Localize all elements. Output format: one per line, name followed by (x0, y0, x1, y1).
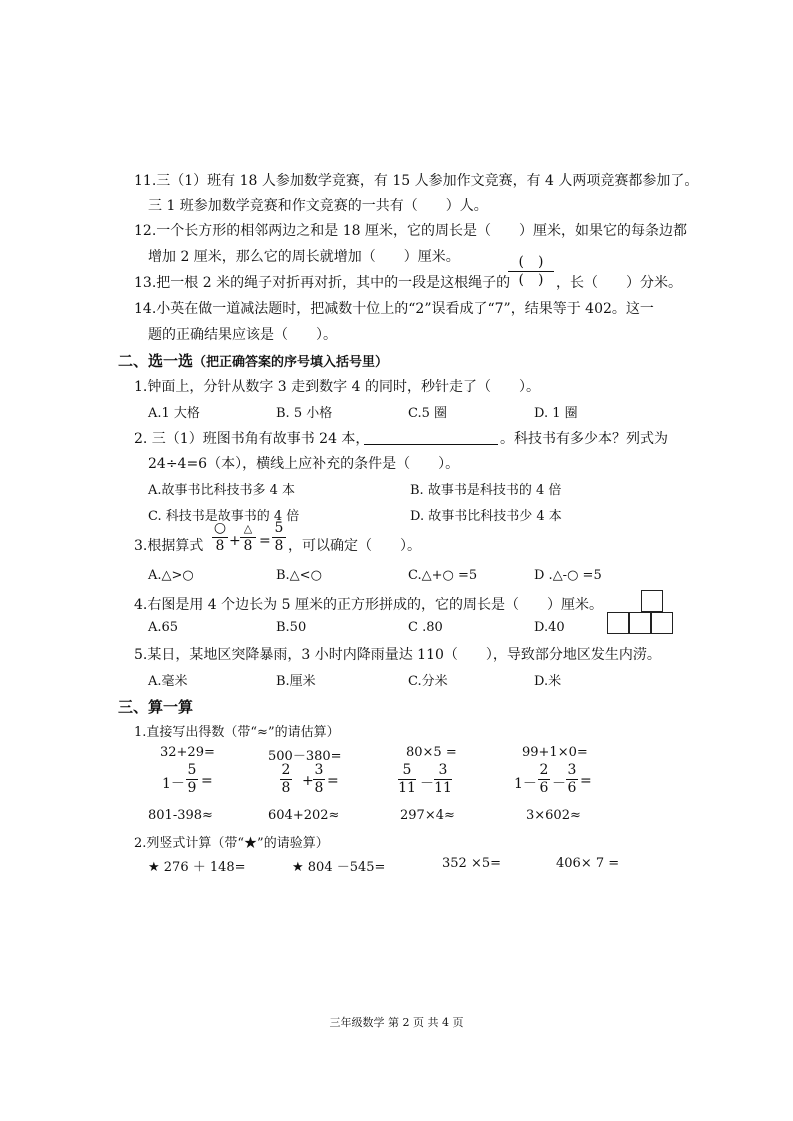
fraction-numerator: 3 (438, 762, 448, 778)
section-choice-title: 二、选一选 (118, 352, 194, 370)
choice-q5-option-b: B.厘米 (276, 674, 316, 689)
fraction (398, 762, 416, 797)
equals-sign: = (580, 773, 592, 789)
q13-text: 13.把一根 2 米的绳子对折再对折，其中的一段是这根绳子的 (134, 275, 511, 291)
choice-q3-option-a: A.△>○ (148, 568, 194, 583)
page-footer: 三年级数学 第 2 页 共 4 页 (329, 1016, 464, 1029)
calc-r1-c3: 80×5 = (406, 745, 457, 760)
calc-r3-c2: 604+202≈ (268, 808, 340, 823)
choice-q2-line1-post: 。科技书有多少本？列式为 (500, 431, 668, 447)
q11-line2: 三 1 班参加数学竞赛和作文竞赛的一共有（ ）人。 (148, 198, 488, 214)
choice-q2-option-d: D. 故事书比科技书少 4 本 (410, 509, 562, 524)
equals-sign: = (259, 533, 271, 549)
q12-line1: 12.一个长方形的相邻两边之和是 18 厘米，它的周长是（ ）厘米，如果它的每条边都 (134, 223, 687, 239)
choice-q5-option-a: A.毫米 (148, 674, 188, 689)
choice-q1-option-b: B. 5 小格 (276, 406, 333, 421)
calc-r1-c4: 99+1×0= (522, 745, 588, 760)
fraction-numerator: 2 (281, 762, 291, 778)
choice-q5-option-d: D.米 (534, 674, 562, 689)
q13-text-end: ，长（ ）分米。 (556, 275, 682, 291)
fraction-numerator: 5 (187, 762, 197, 778)
section-choice-heading (118, 350, 388, 371)
calc-r4-c3: 352 ×5= (442, 856, 502, 871)
fraction-denominator: 6 (539, 780, 549, 796)
q14-line2: 题的正确结果应该是（ ）。 (148, 327, 337, 343)
choice-q1: 1.钟面上，分针从数字 3 走到数字 4 的同时，秒针走了（ ）。 (134, 379, 540, 395)
fraction-denominator: 8 (274, 538, 284, 554)
fraction (434, 762, 452, 797)
equals-sign: = (201, 773, 213, 789)
calc-r4-c1: ★ 276 ＋ 148= (148, 860, 246, 875)
choice-q5: 5.某日，某地区突降暴雨，3 小时内降雨量达 110（ ），导致部分地区发生内涝。 (134, 647, 661, 663)
triangle-symbol: △ (243, 522, 253, 535)
fraction (186, 762, 198, 797)
choice-q2-option-c: C. 科技书是故事书的 4 倍 (148, 509, 300, 524)
plus-sign: + (302, 773, 314, 789)
calc-sub1: 1.直接写出得数（带“≈”的请估算） (134, 725, 340, 740)
choice-q3-fraction-triangle (240, 520, 256, 555)
choice-q1-option-d: D. 1 圈 (534, 406, 578, 421)
choice-q5-option-c: C.分米 (408, 674, 448, 689)
choice-q2-option-b: B. 故事书是科技书的 4 倍 (410, 483, 562, 498)
calc-r4-c4: 406× 7 = (556, 856, 620, 871)
section-calc-heading: 三、算一算 (118, 698, 194, 716)
q13-blank-fraction (508, 254, 554, 289)
choice-q3-post: ，可以确定（ ）。 (288, 538, 421, 554)
choice-q4: 4.右图是用 4 个边长为 5 厘米的正方形拼成的，它的周长是（ ）厘米。 (134, 597, 603, 613)
choice-q4-option-c: C .80 (408, 620, 443, 635)
choice-q3-option-d: D .△-○ =5 (534, 568, 602, 583)
calc-r4-c2: ★ 804 －545= (292, 860, 386, 875)
fraction-numerator: 2 (539, 762, 549, 778)
calc-sub2: 2.列竖式计算（带“★”的请验算） (134, 836, 329, 851)
fraction-numerator: 3 (567, 762, 577, 778)
minus-sign: － (552, 776, 566, 792)
choice-q2-line2: 24÷4=6（本），横线上应补充的条件是（ ）。 (148, 456, 460, 472)
choice-q4-option-d: D.40 (534, 620, 565, 635)
fraction (313, 762, 325, 797)
fraction-denominator: 8 (243, 538, 253, 554)
choice-q1-option-a: A.1 大格 (148, 406, 200, 421)
fraction-denominator: 9 (187, 780, 197, 796)
fraction-numerator: 5 (274, 520, 284, 536)
choice-q1-option-c: C.5 圈 (408, 406, 448, 421)
fraction-denominator: 6 (567, 780, 577, 796)
choice-q3-option-b: B.△<○ (276, 568, 322, 583)
q14-line1: 14.小英在做一道减法题时，把减数十位上的“2”误看成了“7”，结果等于 402。这一 (134, 301, 654, 317)
fraction-denominator: 11 (434, 780, 452, 796)
choice-q2-option-a: A.故事书比科技书多 4 本 (148, 483, 296, 498)
choice-q4-option-b: B.50 (276, 620, 307, 635)
choice-q3-fraction-result (272, 520, 286, 555)
fraction-denominator: 11 (398, 780, 416, 796)
fraction-denominator: 8 (281, 780, 291, 796)
circle-symbol: ○ (213, 520, 227, 536)
fraction-denominator: 8 (215, 538, 225, 554)
choice-q3-pre: 3.根据算式 (134, 538, 204, 554)
choice-q3-option-c: C.△+○ =5 (408, 568, 478, 583)
fraction (566, 762, 578, 797)
choice-q4-option-a: A.65 (148, 620, 179, 635)
choice-q2-line1-pre: 2. 三（1）班图书角有故事书 24 本， (134, 431, 370, 447)
one-minus: 1－ (162, 776, 185, 792)
fraction-numerator: 3 (314, 762, 324, 778)
calc-r3-c3: 297×4≈ (400, 808, 455, 823)
choice-q2-blank-line (364, 444, 498, 445)
one-minus: 1－ (514, 776, 537, 792)
choice-q3-fraction-circle (212, 520, 228, 555)
q13-denominator: ( ) (518, 272, 544, 288)
calc-r1-c1: 32+29= (160, 745, 215, 760)
calc-r1-c2: 500－380= (268, 749, 342, 764)
minus-sign: － (420, 776, 434, 792)
q11-line1: 11.三（1）班有 18 人参加数学竞赛，有 15 人参加作文竞赛，有 4 人两项竞赛都参加了。 (134, 173, 699, 189)
fraction-denominator: 8 (314, 780, 324, 796)
equals-sign: = (327, 773, 339, 789)
calc-r3-c4: 3×602≈ (526, 808, 581, 823)
section-choice-note: （把正确答案的序号填入括号里） (193, 355, 389, 370)
fraction (280, 762, 292, 797)
calc-r3-c1: 801-398≈ (148, 808, 213, 823)
q12-line2: 增加 2 厘米，那么它的周长就增加（ ）厘米。 (148, 249, 460, 265)
fraction (538, 762, 550, 797)
fraction-numerator: 5 (402, 762, 412, 778)
q13-numerator: ( ) (518, 254, 544, 270)
plus-sign: + (229, 533, 241, 549)
